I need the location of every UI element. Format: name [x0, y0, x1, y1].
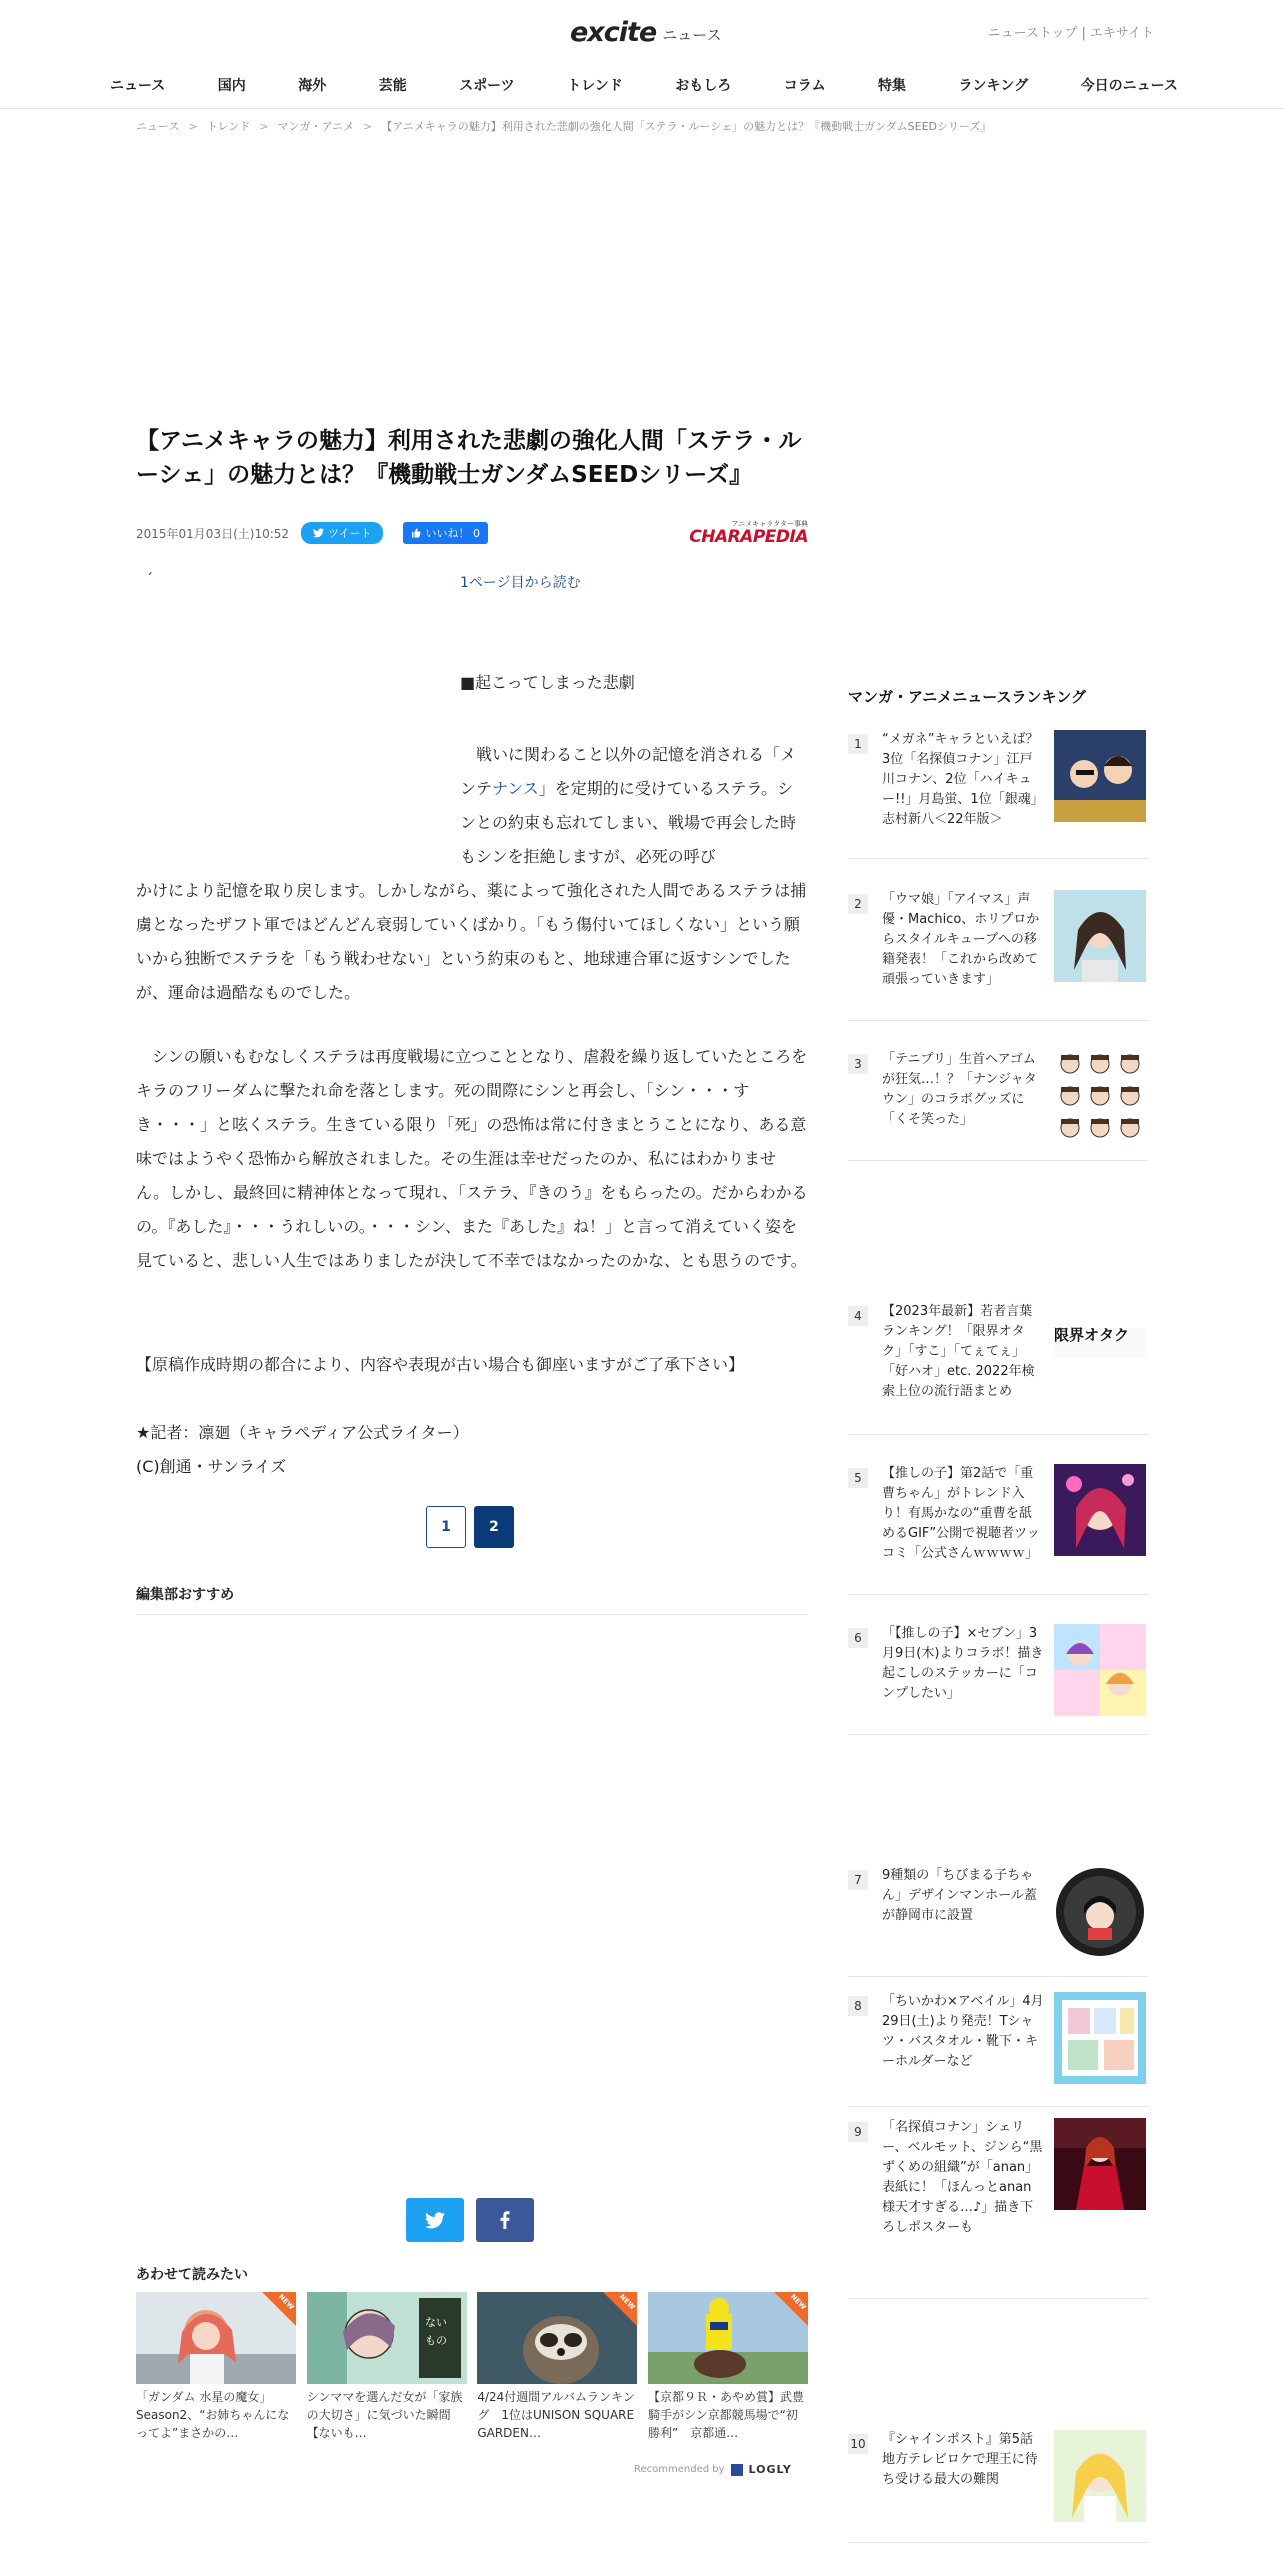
ranking-item[interactable] — [848, 1624, 1148, 1735]
ranking-item[interactable] — [848, 1866, 1148, 1977]
rank-title: 「ウマ娘」「アイマス」声優・Machico、ホリプロからスタイルキューブへの移籍発表！「これから改めて頑張っていきます」 — [882, 892, 1040, 987]
rank-number: 5 — [848, 1468, 868, 1488]
ranking-item[interactable] — [848, 2430, 1148, 2543]
breadcrumb: ニュース > トレンド > マンガ・アニメ > 【アニメキャラの魅力】利用された悲劇の強化人間「ステラ・ルーシェ」の魅力とは？『機動戦士ガンダムSEEDシリーズ』 — [136, 120, 992, 133]
nav-domestic[interactable]: 国内 — [217, 78, 246, 94]
article-copyright: (C)創通・サンライズ — [136, 1457, 287, 1476]
new-badge: NEW — [617, 2292, 637, 2312]
breadcrumb-current: 【アニメキャラの魅力】利用された悲劇の強化人間「ステラ・ルーシェ」の魅力とは？『機動戦士ガンダムSEEDシリーズ』 — [381, 120, 992, 133]
svg-text:ない: ない — [424, 2316, 447, 2329]
article-paragraph-2: シンの願いもむなしくステラは再度戦場に立つこととなり、虐殺を繰り返していたところをキラのフリーダムに撃たれ命を落とします。死の間際にシンと再会し、「シン・・・すき・・・」と呟くステラ。生きている限り「死」の恐怖は常に付きまとうことになり、ある意味ではようやく恐怖から解放されました。その生涯は幸せだったのか、私にはわかりません。しかし、最終回に精神体となって現れ、「ステラ、『きのう』をもらったの。だからわかるの。『あした』・・・うれしいの。・・・シン、また『あした』ね！」と言って消えていく姿を見ていると、悲しい人生ではありましたが決して不幸ではなかったのかな、とも思うのです。 — [136, 1047, 808, 1270]
facebook-f-icon — [500, 2211, 510, 2229]
rank-thumbnail — [1054, 890, 1146, 982]
rank-number: 3 — [848, 1054, 868, 1074]
quote-mark: ´ — [146, 572, 153, 588]
also-read-card[interactable] — [307, 2292, 467, 2442]
rank-title: 9種類の「ちびまる子ちゃん」デザインマンホール蓋が静岡市に設置 — [882, 1868, 1037, 1923]
rank-number: 10 — [848, 2434, 868, 2454]
svg-text:もの: もの — [424, 2334, 447, 2347]
like-label: いいね！ 0 — [425, 527, 480, 540]
tweet-label: ツイート — [328, 527, 372, 540]
logly-icon — [731, 2464, 743, 2476]
rank-title: 「【推しの子】×セブン」3月9日(木)よりコラボ！描き起こしのステッカーに「コンプしたい」 — [882, 1626, 1044, 1701]
nav-column[interactable]: コラム — [783, 78, 826, 94]
main-nav — [96, 70, 1192, 100]
article-meta — [136, 520, 808, 547]
nav-news[interactable]: ニュース — [110, 78, 166, 94]
also-read-card[interactable] — [477, 2292, 637, 2442]
also-read-thumbnail — [307, 2292, 467, 2384]
nav-funny[interactable]: おもしろ — [675, 78, 732, 94]
share-twitter-button[interactable] — [406, 2198, 464, 2242]
top-links: ニューストップ | エキサイト — [987, 26, 1154, 41]
also-read-thumbnail — [648, 2292, 808, 2384]
rank-title: 【2023年最新】若者言葉ランキング！「限界オタク」「すこ」「てぇてぇ」「好ハオ」etc. 2022年検索上位の流行語まとめ — [882, 1304, 1035, 1399]
rank-thumbnail — [1054, 1050, 1146, 1142]
nav-entertainment[interactable]: 芸能 — [378, 78, 407, 94]
article-author: ★記者：凛廻（キャラペディア公式ライター） — [136, 1423, 469, 1442]
also-read-title: 4/24付週間アルバムランキング 1位はUNISON SQUARE GARDEN… — [477, 2390, 635, 2440]
breadcrumb-trend[interactable]: トレンド — [206, 120, 251, 133]
nav-sports[interactable]: スポーツ — [459, 78, 515, 94]
pagination — [426, 1506, 514, 1548]
twitter-bird-icon — [425, 2212, 445, 2229]
nav-feature[interactable]: 特集 — [878, 78, 907, 94]
article-date: 2015年01月03日(土)10:52 — [136, 526, 290, 541]
article-credits — [136, 1416, 808, 1484]
paragraph-1-rest: かけにより記憶を取り戻します。しかしながら、薬によって強化された人間であるステラは捕虜となったザフト軍ではどんどん衰弱していくばかり。「もう傷付いてほしくない」という願いから独断でステラを「もう戦わせない」という約束のもと、地球連合軍に返すシンでしたが、運命は過酷なものでした。 — [136, 881, 807, 1002]
news-top-link[interactable]: ニューストップ — [987, 26, 1078, 41]
rank-thumbnail — [1054, 1992, 1146, 2084]
rank-title: “メガネ”キャラといえば？ 3位「名探偵コナン」江戸川コナン、2位「ハイキュー!!」月島蛍、1位「銀魂」志村新八＜22年版＞ — [882, 732, 1044, 827]
share-facebook-button[interactable] — [476, 2198, 534, 2242]
rank-number: 2 — [848, 894, 868, 914]
rank-number: 1 — [848, 734, 868, 754]
share-buttons — [406, 2198, 534, 2242]
nav-today[interactable]: 今日のニュース — [1080, 78, 1178, 94]
also-read-title: シンママを選んだ女が「家族の大切さ」に気づいた瞬間【ないも… — [306, 2390, 463, 2440]
breadcrumb-manga-anime[interactable]: マンガ・アニメ — [277, 120, 355, 133]
nav-ranking[interactable]: ランキング — [958, 78, 1029, 94]
new-badge: NEW — [276, 2292, 296, 2312]
excite-logo[interactable] — [570, 12, 721, 52]
like-button[interactable] — [403, 522, 488, 544]
rank-title: 【推しの子】第2話で「重曹ちゃん」がトレンド入り！有馬かなの“重曹を舐めるGIF”公開で視聴者ツッコミ「公式さんｗｗｗｗ」 — [882, 1466, 1040, 1561]
thumbs-up-icon — [411, 528, 421, 538]
new-badge: NEW — [788, 2292, 808, 2312]
ranking-heading: マンガ・アニメニュースランキング — [848, 688, 1087, 706]
also-read-list — [136, 2292, 808, 2442]
also-read-card[interactable] — [136, 2292, 296, 2442]
rank-number: 7 — [848, 1870, 868, 1890]
editor-recommend-heading: 編集部おすすめ — [136, 1584, 808, 1615]
ranking-item[interactable] — [848, 2118, 1148, 2299]
charapedia-tagline: アニメキャラクター事典 — [731, 520, 808, 528]
tweet-button[interactable] — [301, 522, 383, 544]
logly-credit[interactable] — [634, 2463, 792, 2476]
nav-trend[interactable]: トレンド — [567, 78, 623, 94]
rank-number: 8 — [848, 1996, 868, 2016]
page-1-button[interactable]: 1 — [426, 1506, 466, 1548]
nav-overseas[interactable]: 海外 — [298, 78, 327, 94]
rank-number: 4 — [848, 1306, 868, 1326]
also-read-thumbnail — [477, 2292, 637, 2384]
article-notice: 【原稿作成時期の都合により、内容や表現が古い場合も御座いますがご了承下さい】 — [136, 1355, 745, 1374]
logo-subtitle: ニュース — [662, 25, 722, 44]
also-read-thumbnail — [136, 2292, 296, 2384]
site-header — [0, 0, 1284, 109]
paragraph-1-indented: 戦いに関わること以外の記憶を消される「メンテナンス」を定期的に受けているステラ。シンとの約束も忘れてしまい、戦場で再会した時もシンを拒絶しますが、必死の呼び — [460, 745, 797, 866]
rank-thumbnail — [1054, 2430, 1146, 2522]
rank-thumbnail — [1054, 730, 1146, 822]
twitter-bird-icon — [313, 528, 324, 538]
page-2-button[interactable]: 2 — [474, 1506, 514, 1548]
keyword-link[interactable]: ナンス — [492, 779, 539, 798]
section-heading: ■起こってしまった悲劇 — [460, 673, 635, 692]
charapedia-wordmark: CHARAPEDIA — [689, 527, 808, 547]
rank-title: 「名探偵コナン」シェリー、ベルモット、ジンら“黒ずくめの組織”が「anan」表紙に！「ほんっとanan様天才すぎる…♪」描き下ろしポスターも — [882, 2120, 1043, 2235]
ranking-item[interactable] — [848, 730, 1148, 859]
ranking-item[interactable] — [848, 1302, 1148, 1435]
breadcrumb-news[interactable]: ニュース — [136, 120, 180, 133]
logo-wordmark: excite — [570, 16, 657, 48]
rank-title: 「ちいかわ×アベイル」4月29日(土)より発売！Tシャツ・バスタオル・靴下・キーホルダーなど — [882, 1994, 1044, 2069]
article-title: 【アニメキャラの魅力】利用された悲劇の強化人間「ステラ・ルーシェ」の魅力とは？『機動戦士ガンダムSEEDシリーズ』 — [136, 428, 802, 488]
rank-thumbnail — [1054, 1866, 1146, 1958]
logly-wordmark: LOGLY — [748, 2463, 792, 2476]
also-read-heading: あわせて読みたい — [136, 2267, 248, 2283]
also-read-title: 「ガンダム 水星の魔女」Season2、“お姉ちゃんになってよ”まさかの… — [136, 2390, 290, 2440]
rank-number: 6 — [848, 1628, 868, 1648]
read-from-page1-link[interactable]: 1ページ目から読む — [460, 575, 581, 591]
ranking-item[interactable] — [848, 1050, 1148, 1161]
charapedia-logo[interactable] — [689, 520, 808, 546]
rank-thumbnail-text: 限界オタク — [1054, 1326, 1130, 1344]
recommended-by-label: Recommended by — [634, 2464, 725, 2475]
rank-number: 9 — [848, 2122, 868, 2142]
ranking-item[interactable] — [848, 1992, 1148, 2107]
rank-title: 『シャインポスト』第5話 地方テレビロケで理王に待ち受ける最大の難関 — [882, 2432, 1038, 2487]
rank-title: 「テニプリ」生首ヘアゴムが狂気…！？「ナンジャタウン」のコラボグッズに「くそ笑った」 — [882, 1052, 1037, 1127]
rank-thumbnail — [1054, 1464, 1146, 1556]
also-read-title: 【京都９Ｒ・あやめ賞】武豊騎手がシン京都競馬場で“初勝利” 京都通… — [647, 2390, 804, 2440]
also-read-card[interactable] — [648, 2292, 808, 2442]
ranking-item[interactable] — [848, 890, 1148, 1021]
article-paragraph-1 — [136, 738, 808, 1010]
ad-space — [136, 148, 806, 408]
excite-link[interactable]: エキサイト — [1089, 26, 1154, 41]
rank-thumbnail — [1054, 1624, 1146, 1716]
rank-thumbnail — [1054, 1302, 1146, 1394]
rank-thumbnail — [1054, 2118, 1146, 2210]
ranking-item[interactable] — [848, 1464, 1148, 1595]
